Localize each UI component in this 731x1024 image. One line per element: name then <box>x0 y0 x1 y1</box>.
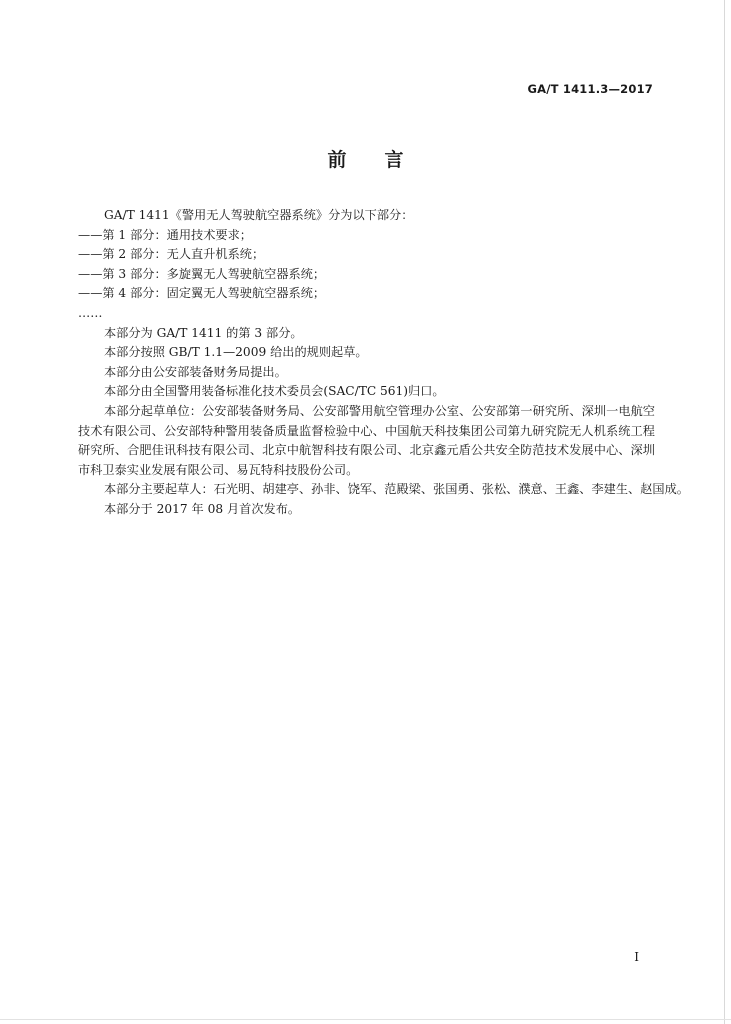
drafters-paragraph: 本部分主要起草人：石光明、胡建亭、孙非、饶军、范殿梁、张国勇、张松、濮意、王鑫、李建生、赵国成。 <box>104 482 689 497</box>
first-release-paragraph: 本部分于 2017 年 08 月首次发布。 <box>104 501 301 516</box>
foreword-body <box>78 206 689 520</box>
title-char-1: 前 <box>327 149 347 171</box>
page-edge-bottom <box>0 1019 731 1020</box>
page-title <box>0 145 731 172</box>
part-item-2: ——第 2 部分：无人直升机系统； <box>78 247 265 262</box>
part-item-1: ——第 1 部分：通用技术要求； <box>78 227 252 242</box>
statement-part: 本部分为 GA/T 1411 的第 3 部分。 <box>104 325 303 340</box>
part-item-3: ——第 3 部分：多旋翼无人驾驶航空器系统； <box>78 266 326 281</box>
statement-proposed: 本部分由公安部装备财务局提出。 <box>104 364 287 379</box>
statement-rules: 本部分按照 GB/T 1.1—2009 给出的规则起草。 <box>104 345 368 360</box>
standard-number: GA/T 1411.3—2017 <box>527 82 653 96</box>
part-ellipsis: …… <box>78 305 103 320</box>
statement-centralized: 本部分由全国警用装备标准化技术委员会(SAC/TC 561)归口。 <box>104 384 445 399</box>
title-char-2: 言 <box>384 149 404 171</box>
page-number: I <box>634 950 639 964</box>
drafting-units-text: 本部分起草单位：公安部装备财务局、公安部警用航空管理办公室、公安部第一研究所、深圳一电航空技术有限公司、公安部特种警用装备质量监督检验中心、中国航天科技集团公司第九研究院无人机系统工程研究所、合肥佳讯科技有限公司、北京中航智科技有限公司、北京鑫元盾公共安全防范技术发展中心、深圳市科卫泰实业发展有限公司、易瓦特科技股份公司。 <box>78 403 655 477</box>
part-item-4: ——第 4 部分：固定翼无人驾驶航空器系统； <box>78 286 326 301</box>
intro-paragraph: GA/T 1411《警用无人驾驶航空器系统》分为以下部分： <box>104 208 414 222</box>
drafting-units-paragraph <box>78 402 655 480</box>
